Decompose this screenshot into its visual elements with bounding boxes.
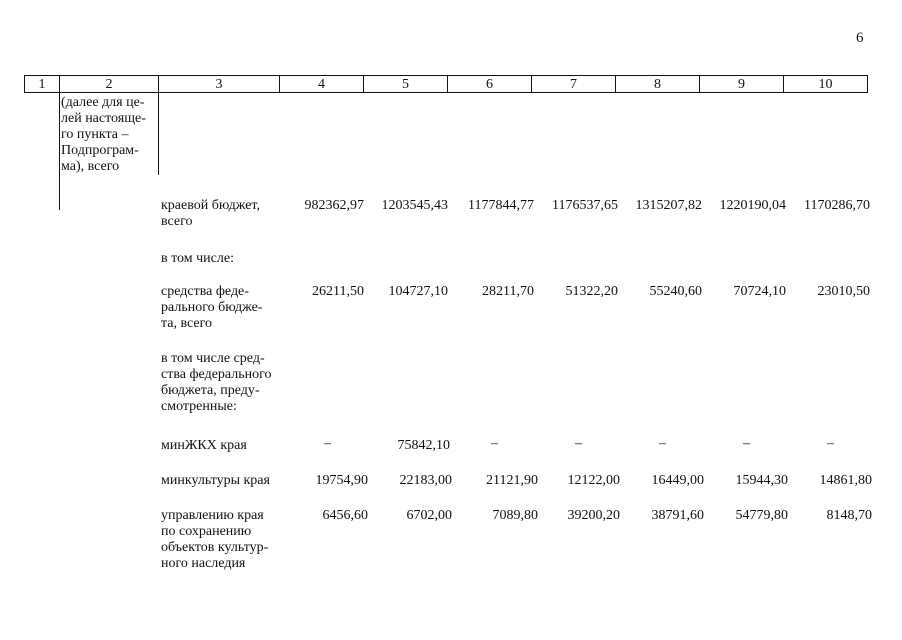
value-cell: – [743, 436, 750, 451]
row-label-federal-provided: в том числе сред- ства федерального бюджета, преду- смотренные: [161, 351, 272, 414]
value-cell: 23010,50 [817, 284, 870, 299]
value-cell: 8148,70 [826, 508, 872, 523]
page-number: 6 [856, 30, 864, 46]
col-header-5: 5 [364, 76, 448, 93]
value-cell: 39200,20 [567, 508, 620, 523]
subprogram-label: (далее для це- лей настояще- го пункта – Подпрограм- ма), всего [61, 95, 146, 174]
col-header-2: 2 [60, 76, 159, 93]
value-cell: 19754,90 [315, 473, 368, 488]
column-number-header [24, 75, 868, 93]
col-header-10: 10 [784, 76, 868, 93]
value-cell: 38791,60 [651, 508, 704, 523]
value-cell: – [491, 436, 498, 451]
col-header-4: 4 [280, 76, 364, 93]
row-label-culture-ministry: минкультуры края [161, 473, 270, 488]
row-label-including: в том числе: [161, 251, 234, 266]
col-header-7: 7 [532, 76, 616, 93]
value-cell: 15944,30 [735, 473, 788, 488]
value-cell: 1315207,82 [635, 198, 702, 213]
column-rule [59, 93, 60, 210]
value-cell: 1220190,04 [719, 198, 786, 213]
value-cell: – [827, 436, 834, 451]
value-cell: – [575, 436, 582, 451]
value-cell: 75842,10 [397, 438, 450, 453]
value-cell: 70724,10 [733, 284, 786, 299]
value-cell: 104727,10 [388, 284, 448, 299]
value-cell: – [324, 436, 331, 451]
value-cell: 21121,90 [486, 473, 538, 488]
value-cell: 1203545,43 [381, 198, 448, 213]
value-cell: 1177844,77 [468, 198, 534, 213]
value-cell: 6702,00 [406, 508, 452, 523]
value-cell: 51322,20 [565, 284, 618, 299]
value-cell: 14861,80 [819, 473, 872, 488]
value-cell: 26211,50 [312, 284, 364, 299]
value-cell: 16449,00 [651, 473, 704, 488]
col-header-8: 8 [616, 76, 700, 93]
value-cell: 28211,70 [482, 284, 534, 299]
column-rule [158, 93, 159, 175]
value-cell: 22183,00 [399, 473, 452, 488]
value-cell: 6456,60 [322, 508, 368, 523]
row-label-heritage-department: управлению края по сохранению объектов культур- ного наследия [161, 508, 269, 571]
col-header-6: 6 [448, 76, 532, 93]
col-header-1: 1 [25, 76, 60, 93]
col-header-9: 9 [700, 76, 784, 93]
row-label-regional-budget: краевой бюджет, всего [161, 198, 260, 229]
value-cell: 55240,60 [649, 284, 702, 299]
value-cell: 54779,80 [735, 508, 788, 523]
row-label-federal-funds: средства феде- рального бюдже- та, всего [161, 284, 263, 331]
col-header-3: 3 [159, 76, 280, 93]
value-cell: 982362,97 [304, 198, 364, 213]
value-cell: 7089,80 [492, 508, 538, 523]
row-label-housing-ministry: минЖКХ края [161, 438, 247, 453]
value-cell: 12122,00 [567, 473, 620, 488]
value-cell: 1176537,65 [552, 198, 618, 213]
value-cell: 1170286,70 [804, 198, 870, 213]
value-cell: – [659, 436, 666, 451]
